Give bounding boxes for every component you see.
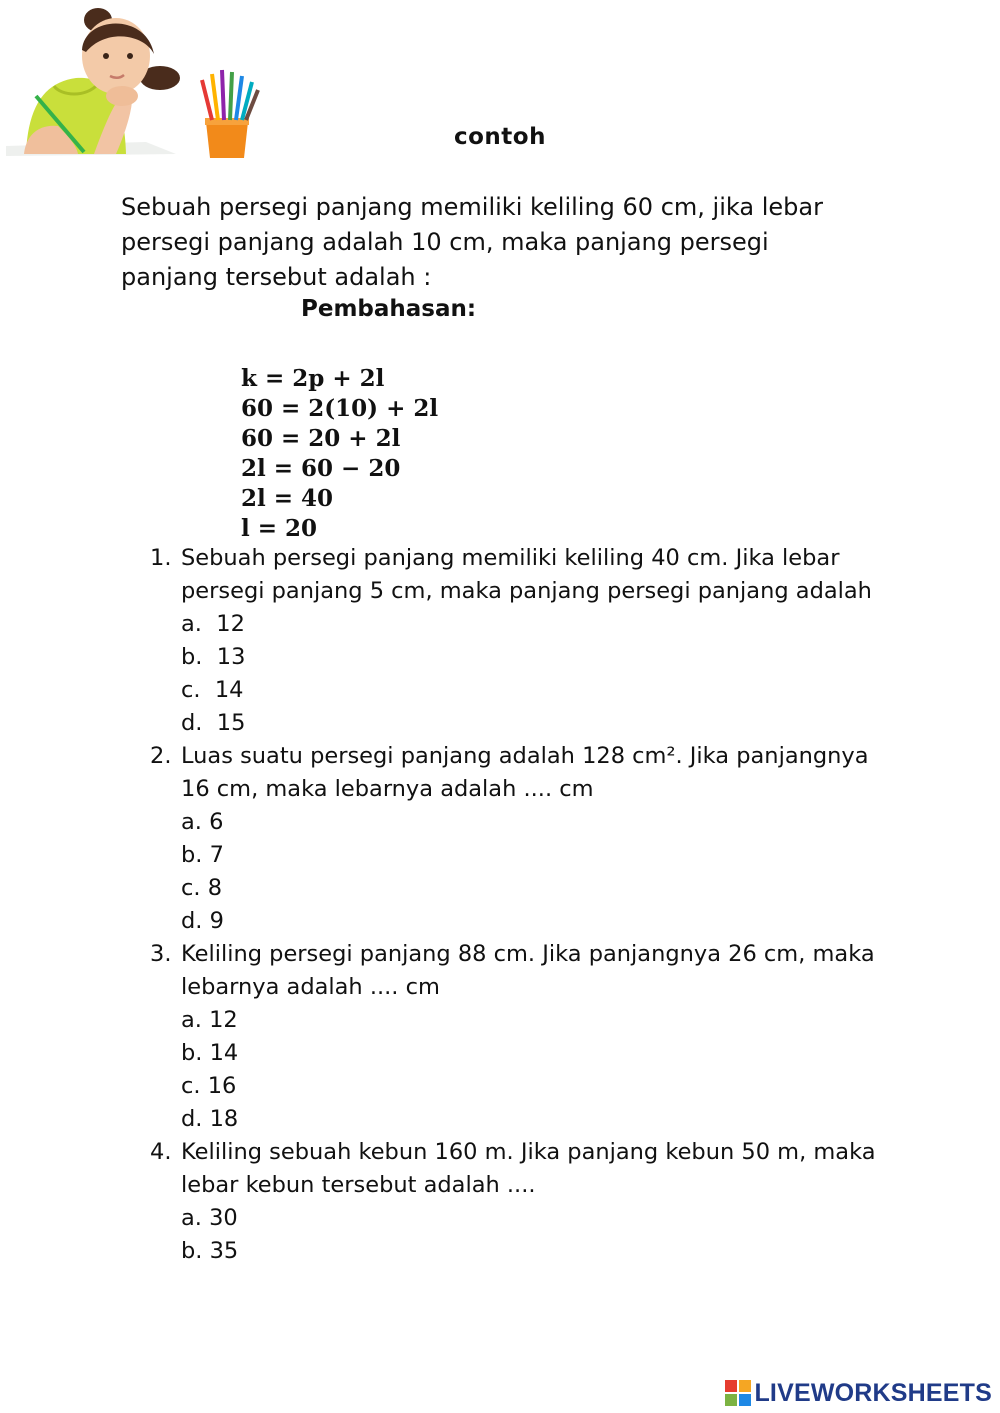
- option-letter: d.: [181, 710, 203, 736]
- question-number: 3.: [150, 941, 172, 967]
- option-letter: c.: [181, 677, 201, 703]
- option-value: 18: [209, 1106, 239, 1132]
- question-4: [150, 1136, 890, 1268]
- solution-step: 60 = 20 + 2l: [241, 425, 401, 452]
- question-2: [150, 740, 890, 938]
- option-letter: d.: [181, 1106, 203, 1132]
- option-value: 35: [209, 1238, 239, 1264]
- solution-step: l = 20: [241, 515, 318, 542]
- question-list: [150, 542, 890, 1268]
- solution-step: 60 = 2(10) + 2l: [241, 395, 439, 422]
- answer-option[interactable]: [181, 905, 890, 938]
- option-letter: b.: [181, 1238, 203, 1264]
- option-letter: a.: [181, 611, 202, 637]
- option-letter: c.: [181, 875, 201, 901]
- answer-option[interactable]: [181, 1235, 890, 1268]
- question-text: Sebuah persegi panjang memiliki keliling 40 cm. Jika lebar persegi panjang 5 cm, maka panjang persegi panjang adalah: [181, 545, 872, 604]
- page-title: contoh: [454, 124, 546, 150]
- option-value: 14: [214, 677, 244, 703]
- option-letter: c.: [181, 1073, 201, 1099]
- question-number: 1.: [150, 545, 172, 571]
- option-value: 12: [209, 1007, 238, 1033]
- option-value: 7: [209, 842, 224, 868]
- option-letter: a.: [181, 1007, 202, 1033]
- answer-option[interactable]: [181, 839, 890, 872]
- answer-option[interactable]: [181, 641, 890, 674]
- option-value: 8: [207, 875, 223, 901]
- answer-option[interactable]: [181, 1037, 890, 1070]
- question-text: Luas suatu persegi panjang adalah 128 cm². Jika panjangnya 16 cm, maka lebarnya adalah .... cm: [181, 743, 869, 802]
- option-letter: b.: [181, 644, 203, 670]
- option-value: 13: [216, 644, 246, 670]
- solution-step: 2l = 40: [241, 485, 334, 512]
- option-value: 16: [207, 1073, 237, 1099]
- answer-option[interactable]: [181, 806, 890, 839]
- answer-option[interactable]: [181, 1070, 890, 1103]
- option-value: 30: [209, 1205, 238, 1231]
- option-value: 9: [209, 908, 224, 934]
- solution-step: 2l = 60 − 20: [241, 455, 401, 482]
- answer-option[interactable]: [181, 872, 890, 905]
- option-letter: b.: [181, 1040, 203, 1066]
- answer-option[interactable]: [181, 1004, 890, 1037]
- answer-option[interactable]: [181, 707, 890, 740]
- example-problem: Sebuah persegi panjang memiliki keliling 60 cm, jika lebar persegi panjang adalah 10 cm, maka panjang persegi panjang tersebut adalah :: [121, 193, 823, 291]
- option-letter: a.: [181, 1205, 202, 1231]
- answer-option[interactable]: [181, 608, 890, 641]
- option-value: 14: [209, 1040, 239, 1066]
- question-number: 2.: [150, 743, 172, 769]
- solution-heading: Pembahasan:: [301, 296, 477, 322]
- answer-option[interactable]: [181, 1202, 890, 1235]
- liveworksheets-logo-icon: [725, 1380, 751, 1406]
- question-text: Keliling persegi panjang 88 cm. Jika panjangnya 26 cm, maka lebarnya adalah .... cm: [181, 941, 875, 1000]
- option-letter: d.: [181, 908, 203, 934]
- question-3: [150, 938, 890, 1136]
- question-text: Keliling sebuah kebun 160 m. Jika panjang kebun 50 m, maka lebar kebun tersebut adalah ....: [181, 1139, 876, 1198]
- option-value: 15: [216, 710, 246, 736]
- answer-option[interactable]: [181, 674, 890, 707]
- liveworksheets-logo[interactable]: [725, 1378, 992, 1408]
- question-1: [150, 542, 890, 740]
- option-letter: b.: [181, 842, 203, 868]
- option-value: 6: [209, 809, 224, 835]
- solution-step: k = 2p + 2l: [241, 365, 385, 392]
- solution-steps: [241, 364, 438, 544]
- answer-option[interactable]: [181, 1103, 890, 1136]
- question-number: 4.: [150, 1139, 172, 1165]
- option-value: 12: [216, 611, 245, 637]
- logo-text: LIVEWORKSHEETS: [754, 1378, 992, 1407]
- option-letter: a.: [181, 809, 202, 835]
